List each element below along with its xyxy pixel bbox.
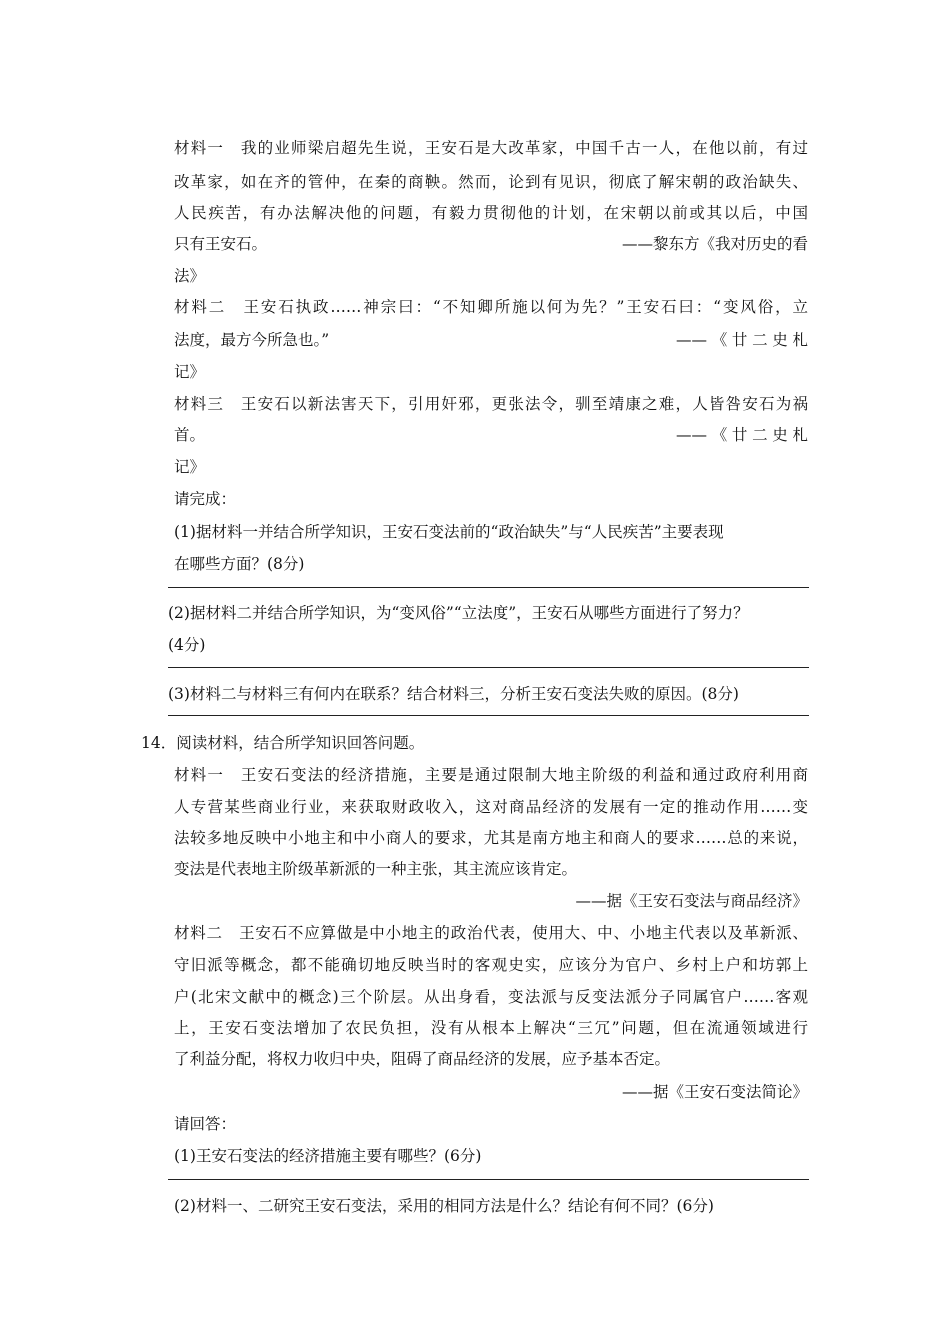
q13-subquestion3: (3)材料二与材料三有何内在联系？结合材料三，分析王安石变法失败的原因。(8分) xyxy=(168,685,739,703)
q14-prompt: 请回答： xyxy=(174,1115,237,1133)
q14-material2-line1: 材料二 王安石不应算做是中小地主的政治代表，使用大、中、小地主代表以及革新派、 xyxy=(174,924,808,942)
q13-material2-source: ——《廿二史札 xyxy=(676,331,808,349)
q13-material3-line2: 首。 xyxy=(174,426,206,444)
q13-prompt: 请完成： xyxy=(174,490,237,508)
q14-subquestion1: (1)王安石变法的经济措施主要有哪些？(6分) xyxy=(174,1147,482,1165)
q13-material1-line2: 改革家，如在齐的管仲，在秦的商鞅。然而，论到有见识，彻底了解宋朝的政治缺失、 xyxy=(174,173,808,191)
q13-answer-line2[interactable] xyxy=(168,667,809,668)
q13-material2-source-cont: 记》 xyxy=(174,363,206,381)
q14-material1-line2: 人专营某些商业行业，来获取财政收入，这对商品经济的发展有一定的推动作用……变 xyxy=(174,798,808,816)
q13-material3-line1: 材料三 王安石以新法害天下，引用奸邪，更张法令，驯至靖康之难，人皆咎安石为祸 xyxy=(174,395,808,413)
q14-material2-line5: 了利益分配，将权力收归中央，阻碍了商品经济的发展，应予基本否定。 xyxy=(174,1050,671,1068)
q13-material1-line4: 只有王安石。 xyxy=(174,235,268,253)
q13-material2-line2: 法度，最方今所急也。” xyxy=(174,331,330,349)
q14-material1-line4: 变法是代表地主阶级革新派的一种主张，其主流应该肯定。 xyxy=(174,860,578,878)
q14-material1-line1: 材料一 王安石变法的经济措施，主要是通过限制大地主阶级的利益和通过政府利用商 xyxy=(174,766,808,784)
q13-answer-line1[interactable] xyxy=(168,587,809,588)
q14-heading: 14．阅读材料，结合所学知识回答问题。 xyxy=(141,734,425,752)
q14-material2-line4: 上，王安石变法增加了农民负担，没有从根本上解决“三冗”问题，但在流通领域进行 xyxy=(174,1019,808,1037)
q13-subquestion2-line2: (4分) xyxy=(168,636,206,654)
q13-material2-line1: 材料二 王安石执政……神宗曰：“不知卿所施以何为先？”王安石曰：“变风俗，立 xyxy=(174,298,808,316)
q14-material1-source: ——据《王安石变法与商品经济》 xyxy=(575,892,808,910)
q13-subquestion2-line1: (2)据材料二并结合所学知识，为“变风俗”“立法度”，王安石从哪些方面进行了努力？ xyxy=(168,604,749,622)
q14-material1-line3: 法较多地反映中小地主和中小商人的要求，尤其是南方地主和商人的要求……总的来说， xyxy=(174,829,808,847)
q13-material3-source-cont: 记》 xyxy=(174,458,206,476)
q14-material2-line2: 守旧派等概念，都不能确切地反映当时的客观史实，应该分为官户、乡村上户和坊郭上 xyxy=(174,956,808,974)
q13-answer-line3[interactable] xyxy=(168,715,809,716)
q13-material1-line1: 材料一 我的业师梁启超先生说，王安石是大改革家，中国千古一人，在他以前，有过 xyxy=(174,139,808,157)
q14-answer-line1[interactable] xyxy=(168,1179,809,1180)
q13-material1-source: ——黎东方《我对历史的看 xyxy=(621,235,808,253)
q13-subquestion1-line2: 在哪些方面？(8分) xyxy=(174,555,305,573)
q13-material1-line3: 人民疾苦，有办法解决他的问题，有毅力贯彻他的计划，在宋朝以前或其以后，中国 xyxy=(174,204,808,222)
q14-subquestion2: (2)材料一、二研究王安石变法，采用的相同方法是什么？结论有何不同？(6分) xyxy=(174,1197,714,1215)
q13-material3-source: ——《廿二史札 xyxy=(676,426,808,444)
q14-material2-line3: 户(北宋文献中的概念)三个阶层。从出身看，变法派与反变法派分子同属官户……客观 xyxy=(174,988,808,1006)
q13-material1-source-cont: 法》 xyxy=(174,267,206,285)
q14-material2-source: ——据《王安石变法简论》 xyxy=(621,1083,808,1101)
q13-subquestion1-line1: (1)据材料一并结合所学知识，王安石变法前的“政治缺失”与“人民疾苦”主要表现 xyxy=(174,523,724,541)
